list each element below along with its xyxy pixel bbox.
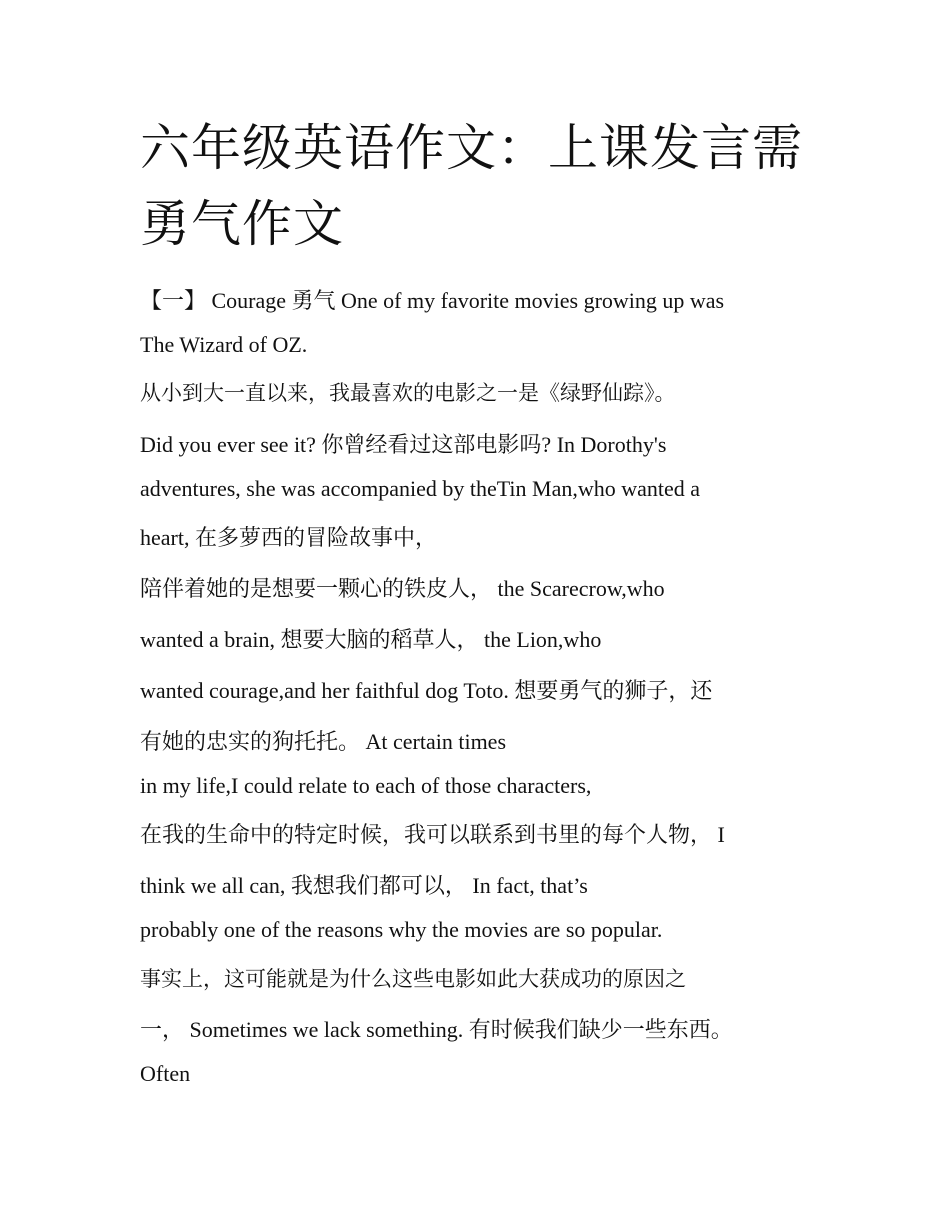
text-line: think we all can, 我想我们都可以， In fact, that’s (140, 873, 588, 898)
text-line: 【一】 Courage 勇气 One of my favorite movies growing up was (140, 288, 725, 313)
text-line: 陪伴着她的是想要一颗心的铁皮人， the Scarecrow,who (140, 576, 665, 601)
text-line: 一， Sometimes we lack something. 有时候我们缺少一些东西。 (140, 1017, 733, 1042)
text-line: heart, 在多萝西的冒险故事中， (140, 525, 437, 550)
text-line: adventures, she was accompanied by theTin Man,who wanted a (140, 476, 701, 501)
text-line: wanted courage,and her faithful dog Toto. 想要勇气的狮子，还 (140, 678, 713, 703)
text-line: 在我的生命中的特定时候，我可以联系到书里的每个人物， I (140, 822, 725, 847)
text-line: The Wizard of OZ. (140, 332, 308, 357)
title-line-2: 勇气作文 (140, 195, 344, 253)
document-title (140, 110, 840, 262)
text-line: 有她的忠实的狗托托。 At certain times (140, 729, 507, 754)
text-line: Did you ever see it? 你曾经看过这部电影吗? In Dorothy's (140, 432, 667, 457)
text-line: Often (140, 1061, 191, 1086)
text-line: probably one of the reasons why the movies are so popular. (140, 917, 663, 942)
text-line: in my life,I could relate to each of those characters, (140, 773, 592, 798)
text-line: wanted a brain, 想要大脑的稻草人， the Lion,who (140, 627, 602, 652)
text-line: 事实上，这可能就是为什么这些电影如此大获成功的原因之 (140, 967, 686, 991)
text-line: 从小到大一直以来，我最喜欢的电影之一是《绿野仙踪》。 (140, 381, 676, 405)
title-line-1: 六年级英语作文：上课发言需 (140, 119, 803, 177)
